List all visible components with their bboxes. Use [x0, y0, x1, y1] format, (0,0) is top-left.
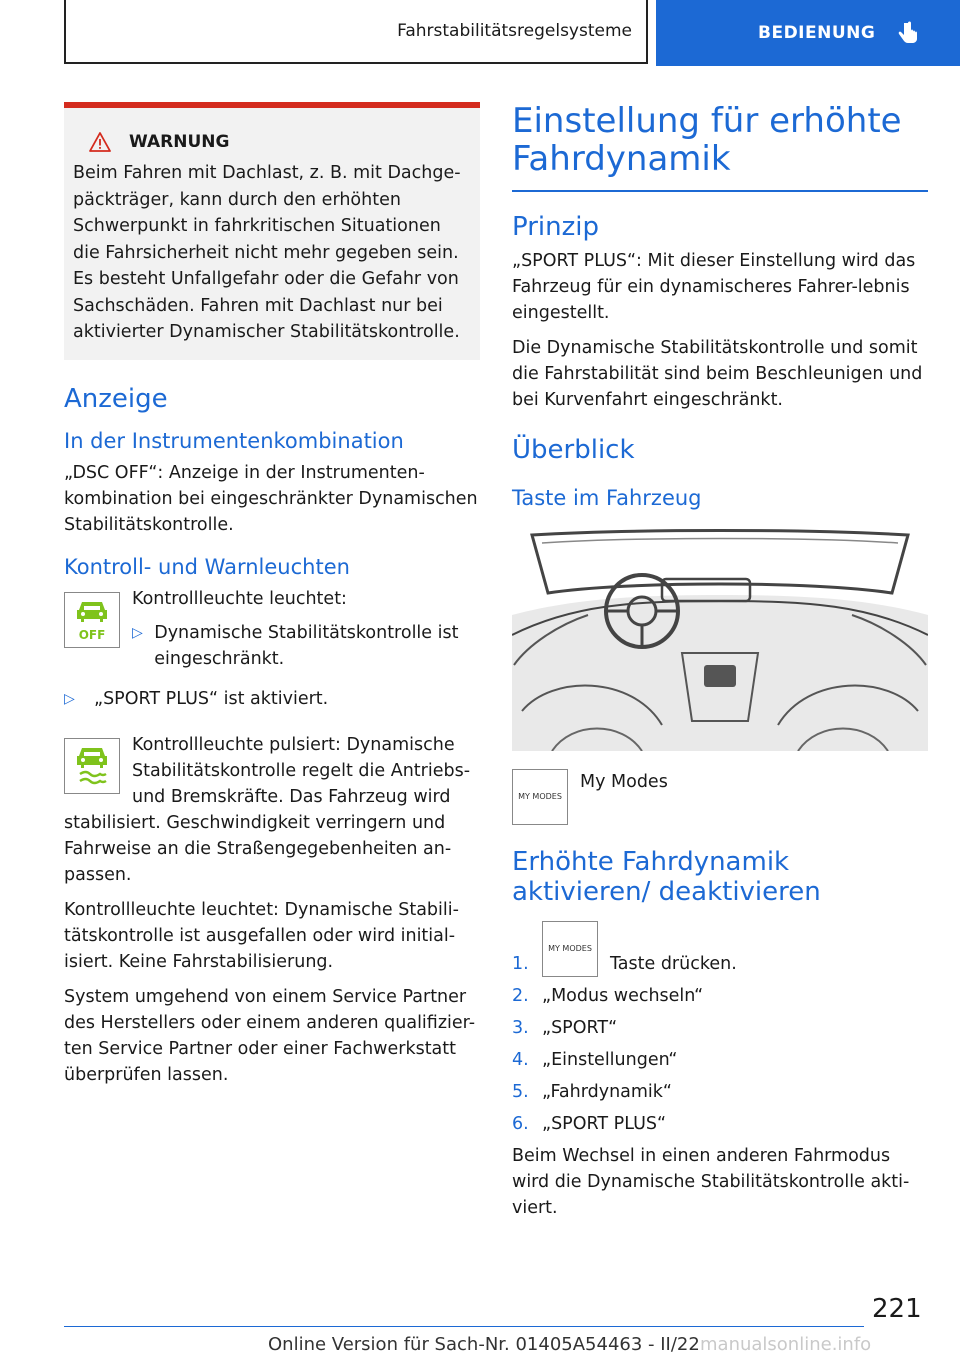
dsc-pulsing-indicator-icon — [64, 738, 120, 794]
my-modes-button-icon: MY MODES — [542, 921, 598, 977]
step-4: 4. „Einstellungen“ — [512, 1049, 678, 1070]
step-2: 2. „Modus wechseln“ — [512, 985, 704, 1006]
header-chapter-tab — [656, 0, 960, 66]
closing-text: Beim Wechsel in einen anderen Fahrmodus wird die Dynamische Stabilitätskontrolle akti-viert. — [512, 1145, 910, 1218]
instrument-text: „DSC OFF“: Anzeige in der Instrumenten-kombination bei eingeschränkter Dynamischen Stabilitätskontrolle. — [64, 463, 478, 535]
step-1: 1. MY MODES Taste drücken. — [512, 921, 928, 977]
footer-online-version: Online Version für Sach-Nr. 01405A54463 - II/22 — [268, 1334, 700, 1355]
warning-text: Beim Fahren mit Dachlast, z. B. mit Dachge-päckträger, kann durch den erhöhten Schwerpunkt in fahrkritischen Situationen die Fahrsicherheit nicht mehr gegeben sein. Es besteht Unfallgefahr oder die Gefahr von Sachschäden. Fahren mit Dachlast nur bei aktivierter Dynamischer Stabilitätskontrolle. — [73, 163, 461, 342]
prinzip-text-1: „SPORT PLUS“: Mit dieser Einstellung wird das Fahrzeug für ein dynamischeres Fahrer-lebnis eingestellt. — [512, 250, 916, 323]
title-divider — [512, 190, 928, 192]
header-section-title: Fahrstabilitätsregelsysteme — [397, 21, 632, 41]
footer-divider — [64, 1326, 864, 1327]
svg-text:OFF: OFF — [78, 628, 106, 642]
my-modes-row — [512, 769, 928, 825]
step-6: 6. „SPORT PLUS“ — [512, 1113, 667, 1134]
light1-intro: Kontrollleuchte leuchtet: — [132, 589, 347, 609]
header-section-tab — [64, 0, 648, 64]
triangle-bullet-icon: ▷ — [64, 691, 75, 707]
warning-triangle-icon — [89, 132, 111, 152]
para-ausgefallen: Kontrollleuchte leuchtet: Dynamische Stabili-tätskontrolle ist ausgefallen oder wird initial-isiert. Keine Fahrstabilisierung. — [64, 900, 459, 972]
light2-text: Kontrollleuchte pulsiert: Dynamische Stabilitätskontrolle regelt die Antriebs- und Bremskräfte. Das Fahrzeug wird stabilisiert. Geschwindigkeit verringern und Fahrweise an die Straßengegebenheiten an-passen. — [64, 735, 471, 885]
heading-ueberblick: Überblick — [512, 434, 635, 465]
heading-prinzip: Prinzip — [512, 211, 599, 242]
heading-aktivieren: Erhöhte Fahrdynamik aktivieren/ deaktivieren — [512, 846, 821, 907]
page-title: Einstellung für erhöhte Fahrdynamik — [512, 101, 902, 179]
indicator-pulsing-block — [64, 732, 480, 888]
my-modes-button-icon: MY MODES — [512, 769, 568, 825]
prinzip-text-2: Die Dynamische Stabilitätskontrolle und somit die Fahrstabilität sind beim Beschleunigen und bei Kurvenfahrt eingeschränkt. — [512, 337, 923, 410]
indicator-off-block — [64, 586, 480, 672]
heading-kontrollleuchten: Kontroll- und Warnleuchten — [64, 555, 350, 579]
heading-taste: Taste im Fahrzeug — [512, 485, 702, 510]
dsc-off-indicator-icon — [64, 592, 120, 648]
para-service: System umgehend von einem Service Partner des Herstellers oder einem anderen qualifizier-ten Service Partner oder einer Fachwerkstatt überprüfen lassen. — [64, 987, 476, 1085]
step-5: 5. „Fahrdynamik“ — [512, 1081, 672, 1102]
right-column — [512, 102, 928, 1230]
page-number: 221 — [872, 1294, 922, 1324]
watermark: manualsonline.info — [700, 1334, 872, 1355]
warning-box — [64, 102, 480, 360]
step-3: 3. „SPORT“ — [512, 1017, 618, 1038]
bullet-item: ▷ Dynamische Stabilitätskontrolle ist eingeschränkt. — [132, 620, 480, 672]
pointing-hand-icon — [895, 20, 921, 46]
vehicle-interior-illustration — [512, 525, 928, 751]
triangle-bullet-icon: ▷ — [132, 625, 143, 641]
warning-title-text: WARNUNG — [129, 132, 230, 152]
bullet-item: ▷ „SPORT PLUS“ ist aktiviert. — [64, 686, 480, 712]
heading-anzeige: Anzeige — [64, 384, 168, 414]
heading-instrumentenkombination: In der Instrumentenkombination — [64, 429, 404, 453]
left-column — [64, 102, 480, 1097]
header-chapter-title: BEDIENUNG — [758, 23, 876, 43]
my-modes-label: My Modes — [580, 771, 668, 792]
warning-title — [73, 132, 470, 152]
